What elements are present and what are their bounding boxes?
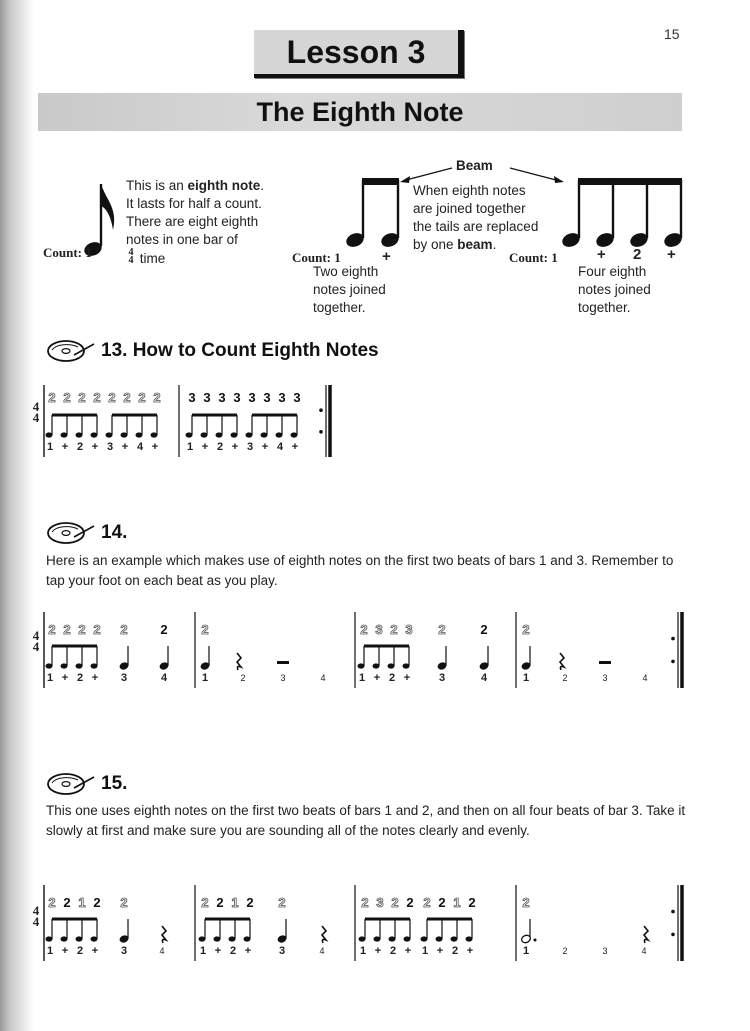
- page-number: 15: [664, 26, 680, 42]
- exercise-14-heading: 14.: [101, 522, 128, 543]
- count-label: +: [373, 672, 381, 684]
- count-label: 2: [76, 441, 84, 453]
- cd-track-icon: [46, 771, 96, 797]
- count-label: +: [374, 945, 382, 957]
- count-label: 3: [120, 672, 128, 684]
- count-label: +: [404, 945, 412, 957]
- count-label: 3: [438, 672, 446, 684]
- note-head: [199, 936, 206, 941]
- note-head: [61, 936, 68, 941]
- intro-count-four: Count: 1: [509, 250, 558, 265]
- count-label: 1: [46, 945, 54, 957]
- eighth-note-description: This is an eighth note. It lasts for half a count. There are eight eighth notes in one bar of 4 4 time: [126, 178, 265, 266]
- exercise-14-text: Here is an example which makes use of eighth notes on the first two beats of bars 1 and 3. Remember to tap your foot on each beat as you play.: [46, 553, 674, 588]
- finger-number: 2: [438, 895, 446, 910]
- count-label: +: [61, 441, 69, 453]
- finger-number: 2: [522, 622, 530, 637]
- note-head: [244, 936, 251, 941]
- finger-number: 3: [375, 622, 383, 637]
- repeat-dot: [319, 408, 323, 412]
- two-notes-caption: Two eighth notes joined together.: [313, 264, 386, 315]
- note-head: [201, 432, 208, 437]
- count-label: 3: [280, 673, 286, 683]
- exercise-14-staff: [40, 612, 700, 692]
- note-head: [359, 936, 366, 941]
- count-label: 1: [199, 945, 207, 957]
- finger-number: 2: [360, 622, 368, 637]
- finger-number: 2: [120, 622, 128, 637]
- note-head: [91, 663, 98, 668]
- count-label: +: [61, 672, 69, 684]
- finger-number: 2: [108, 390, 116, 405]
- count-label: +: [403, 672, 411, 684]
- four-beamed-eighths-icon: [556, 176, 686, 252]
- exercise-15-heading: 15.: [101, 773, 128, 794]
- quarter-rest: [162, 926, 166, 943]
- count-label: 2: [389, 945, 397, 957]
- finger-number: 3: [203, 390, 211, 405]
- note-head: [76, 936, 83, 941]
- beam-label: Beam: [456, 158, 493, 173]
- finger-number: 2: [438, 622, 446, 637]
- quarter-rest: [560, 653, 564, 670]
- finger-number: 3: [376, 895, 384, 910]
- count-label: 3: [602, 673, 608, 683]
- count-label: 4: [480, 672, 488, 684]
- finger-number: 3: [405, 622, 413, 637]
- note-head: [403, 663, 410, 668]
- count-label: +: [466, 945, 474, 957]
- count-label: +: [61, 945, 69, 957]
- section-title: The Eighth Note: [256, 97, 464, 127]
- count-label: 4: [320, 673, 326, 683]
- note-head: [421, 936, 428, 941]
- finger-number: 2: [468, 895, 476, 910]
- lesson-title-box: [254, 30, 464, 78]
- note-head: [46, 936, 53, 941]
- book-spine-shadow: [0, 0, 34, 1031]
- finger-number: 2: [78, 390, 86, 405]
- count-label: 3: [246, 441, 254, 453]
- note-head: [216, 432, 223, 437]
- intro-count-two-plus: +: [382, 248, 391, 265]
- time-signature: 4 4: [32, 399, 40, 425]
- count-label: 1: [522, 672, 530, 684]
- count-label: 4: [641, 946, 647, 956]
- finger-number: 2: [361, 895, 369, 910]
- lesson-title: Lesson 3: [286, 34, 426, 70]
- finger-number: 1: [231, 895, 239, 910]
- note-head: [76, 663, 83, 668]
- count-label: +: [121, 441, 129, 453]
- finger-number: 2: [63, 622, 71, 637]
- finger-number: 3: [188, 390, 196, 405]
- count-label: +: [231, 441, 239, 453]
- finger-number: 2: [123, 390, 131, 405]
- repeat-dot: [671, 933, 675, 937]
- count-label: 4: [159, 946, 165, 956]
- note-head: [231, 432, 238, 437]
- note-head: [466, 936, 473, 941]
- repeat-dot: [671, 637, 675, 641]
- note-head: [91, 936, 98, 941]
- half-rest: [599, 661, 611, 664]
- cd-track-icon: [46, 520, 96, 546]
- finger-number: 2: [160, 622, 168, 637]
- count-label: 1: [186, 441, 194, 453]
- finger-number: 2: [93, 622, 101, 637]
- mini-time-signature: 4 4: [128, 247, 134, 266]
- count-label: +: [261, 441, 269, 453]
- section-title-band: [38, 93, 682, 131]
- finger-number: 2: [201, 622, 209, 637]
- finger-number: 3: [218, 390, 226, 405]
- finger-number: 2: [153, 390, 161, 405]
- note-head: [291, 432, 298, 437]
- note-head: [229, 936, 236, 941]
- finger-number: 2: [78, 622, 86, 637]
- count-label: 3: [120, 945, 128, 957]
- intro-count-four-plus2: +: [667, 246, 676, 263]
- beam-description: When eighth notes are joined together the tails are replaced by one beam.: [413, 183, 539, 252]
- note-head: [404, 936, 411, 941]
- note-head: [374, 936, 381, 941]
- finger-number: 2: [278, 895, 286, 910]
- note-head: [388, 663, 395, 668]
- count-label: 4: [276, 441, 284, 453]
- finger-number: 2: [63, 895, 71, 910]
- note-head: [106, 432, 113, 437]
- count-label: 2: [388, 672, 396, 684]
- two-beamed-eighths-icon: [336, 176, 406, 252]
- note-head: [389, 936, 396, 941]
- repeat-dot: [671, 660, 675, 664]
- finger-number: 1: [453, 895, 461, 910]
- half-rest: [277, 661, 289, 664]
- count-label: +: [91, 672, 99, 684]
- finger-number: 2: [138, 390, 146, 405]
- note-head: [261, 432, 268, 437]
- finger-number: 2: [391, 895, 399, 910]
- cd-track-icon: [46, 338, 96, 364]
- note-head: [46, 432, 53, 437]
- finger-number: 2: [48, 895, 56, 910]
- exercise-13-heading: 13. How to Count Eighth Notes: [101, 340, 379, 361]
- count-label: 1: [46, 441, 54, 453]
- count-label: 3: [602, 946, 608, 956]
- finger-number: 3: [293, 390, 301, 405]
- finger-number: 2: [480, 622, 488, 637]
- quarter-rest: [644, 926, 648, 943]
- count-label: 1: [46, 672, 54, 684]
- note-head: [151, 432, 158, 437]
- count-label: +: [91, 945, 99, 957]
- four-notes-caption: Four eighth notes joined together.: [578, 264, 651, 315]
- count-label: 2: [240, 673, 246, 683]
- note-head: [91, 432, 98, 437]
- finger-number: 2: [522, 895, 530, 910]
- note-head: [61, 663, 68, 668]
- finger-number: 2: [48, 622, 56, 637]
- count-label: +: [291, 441, 299, 453]
- count-label: 2: [562, 673, 568, 683]
- count-label: +: [436, 945, 444, 957]
- note-head: [61, 432, 68, 437]
- repeat-dot: [671, 910, 675, 914]
- count-label: 4: [642, 673, 648, 683]
- count-label: 2: [451, 945, 459, 957]
- count-label: 2: [76, 945, 84, 957]
- count-label: 4: [319, 946, 325, 956]
- intro-count-four-2: 2: [633, 246, 642, 263]
- intro-count-two: Count: 1: [292, 250, 341, 265]
- time-signature: 4 4: [32, 628, 40, 654]
- count-label: 4: [136, 441, 144, 453]
- finger-number: 3: [278, 390, 286, 405]
- note-head: [451, 936, 458, 941]
- quarter-rest: [322, 926, 326, 943]
- quarter-rest: [237, 653, 241, 670]
- count-label: +: [91, 441, 99, 453]
- count-label: 2: [76, 672, 84, 684]
- time-signature: 4 4: [32, 903, 40, 929]
- count-label: 3: [106, 441, 114, 453]
- count-label: 1: [522, 945, 530, 957]
- count-label: +: [151, 441, 159, 453]
- count-label: 3: [278, 945, 286, 957]
- finger-number: 2: [423, 895, 431, 910]
- count-label: 2: [562, 946, 568, 956]
- count-label: 2: [216, 441, 224, 453]
- count-label: 1: [359, 945, 367, 957]
- finger-number: 2: [216, 895, 224, 910]
- exercise-13-staff: [40, 385, 340, 460]
- finger-number: 3: [263, 390, 271, 405]
- finger-number: 2: [406, 895, 414, 910]
- intro-count-four-plus1: +: [597, 246, 606, 263]
- finger-number: 3: [233, 390, 241, 405]
- finger-number: 2: [201, 895, 209, 910]
- note-head: [46, 663, 53, 668]
- note-head: [373, 663, 380, 668]
- note-head: [186, 432, 193, 437]
- finger-number: 3: [248, 390, 256, 405]
- note-head: [358, 663, 365, 668]
- note-head: [136, 432, 143, 437]
- count-label: 1: [201, 672, 209, 684]
- note-head: [214, 936, 221, 941]
- finger-number: 2: [246, 895, 254, 910]
- augmentation-dot: [534, 939, 537, 942]
- finger-number: 2: [93, 390, 101, 405]
- count-label: 2: [229, 945, 237, 957]
- finger-number: 2: [93, 895, 101, 910]
- count-label: 4: [160, 672, 168, 684]
- note-head: [436, 936, 443, 941]
- exercise-15-text: This one uses eighth notes on the first two beats of bars 1 and 2, and then on all four beats of bar 3. Take it slowly at first and make sure you are sounding all of the notes clearly and evenly.: [46, 803, 686, 838]
- count-label: 1: [421, 945, 429, 957]
- finger-number: 2: [63, 390, 71, 405]
- count-label: +: [201, 441, 209, 453]
- count-label: +: [244, 945, 252, 957]
- note-head: [246, 432, 253, 437]
- count-label: +: [214, 945, 222, 957]
- finger-number: 1: [78, 895, 86, 910]
- note-head: [276, 432, 283, 437]
- finger-number: 2: [120, 895, 128, 910]
- note-head: [121, 432, 128, 437]
- intro-count-single: Count: 1: [43, 245, 92, 260]
- repeat-dot: [319, 430, 323, 434]
- exercise-15-staff: [40, 885, 700, 965]
- count-label: 1: [358, 672, 366, 684]
- finger-number: 2: [48, 390, 56, 405]
- finger-number: 2: [390, 622, 398, 637]
- note-head: [76, 432, 83, 437]
